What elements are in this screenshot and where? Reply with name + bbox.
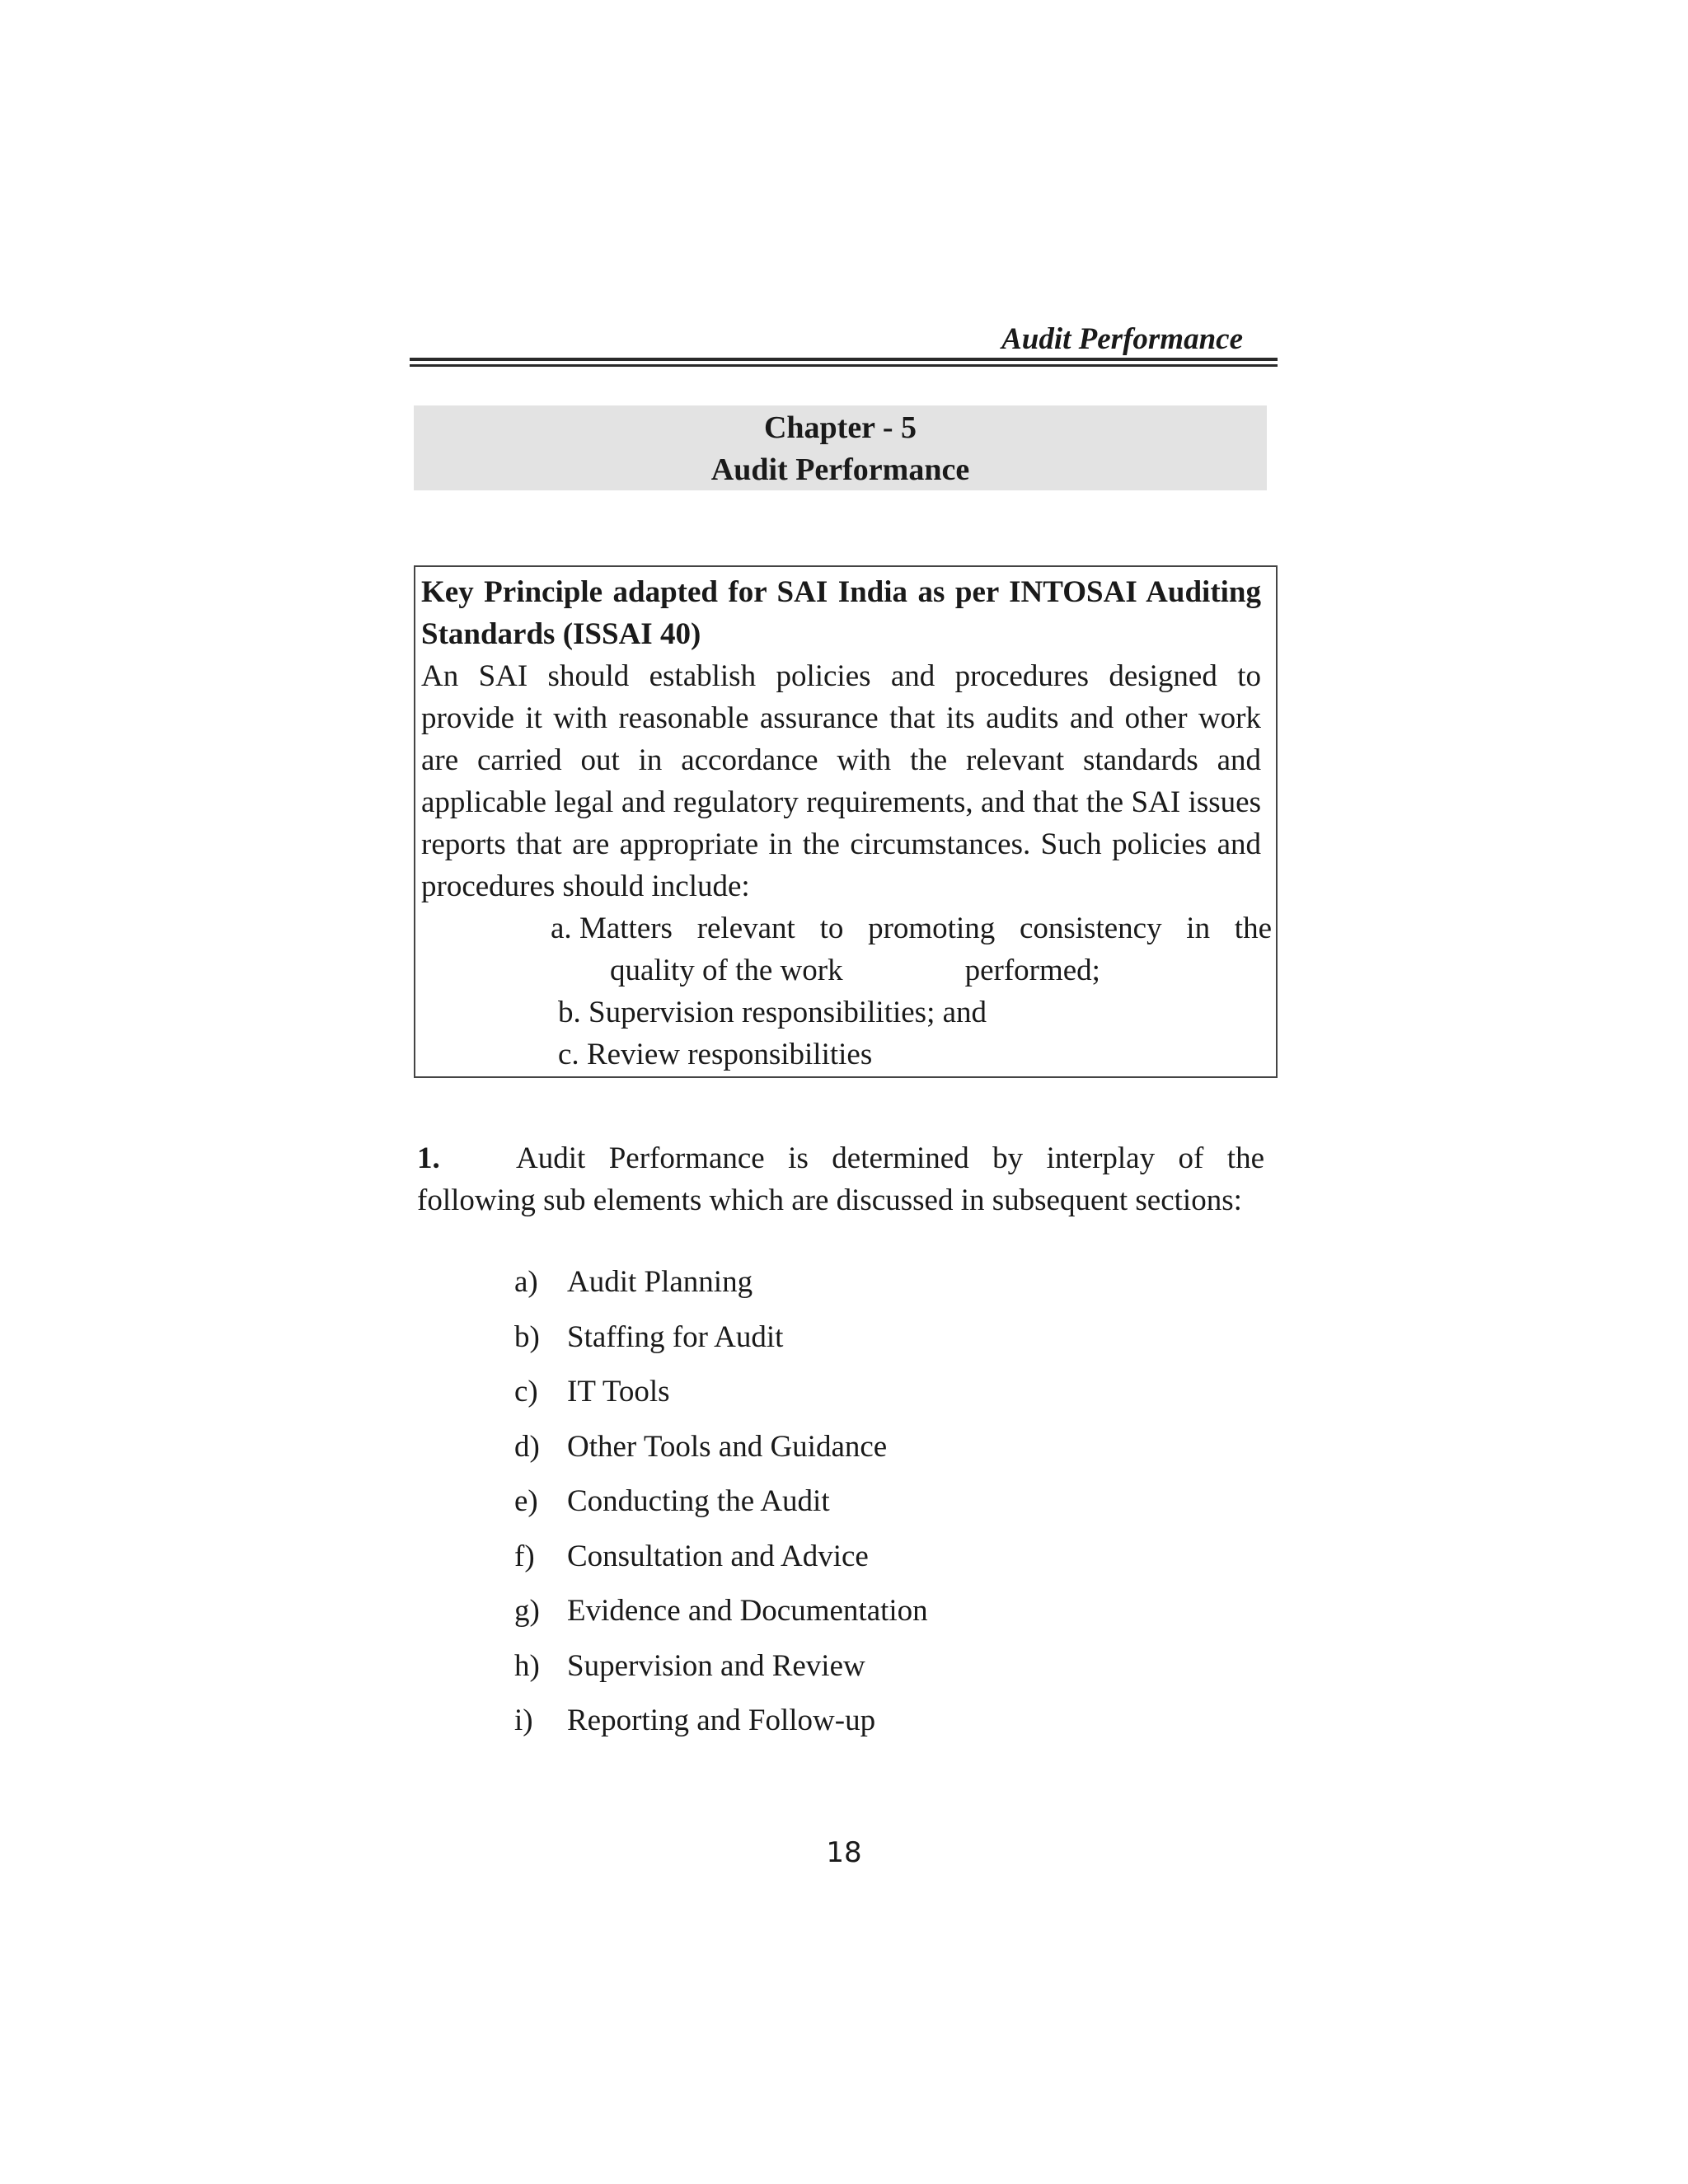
list-item [514,1590,928,1645]
item-a-line-1 [551,907,1272,949]
key-principle-title: Key Principle adapted for SAI India as per INTOSAI Auditing Standards (ISSAI 40) [421,575,1261,651]
list-text: Reporting and Follow-up [567,1704,876,1737]
key-principle-item-b [421,991,1261,1033]
item-word: in [1186,912,1211,945]
header-rule [410,358,1278,367]
item-label: c. [558,1038,579,1071]
list-text: Evidence and Documentation [567,1594,928,1628]
paragraph-number: 1. [417,1141,440,1175]
item-text: Supervision responsibilities; and [588,996,987,1029]
chapter-title: Audit Performance [710,452,970,487]
list-letter: e) [514,1484,538,1518]
list-letter: f) [514,1539,535,1573]
item-word: consistency [1019,912,1162,945]
list-text: Audit Planning [567,1265,753,1299]
list-letter: h) [514,1648,540,1683]
list-letter: b) [514,1319,540,1354]
chapter-heading-box [414,405,1267,490]
list-letter: g) [514,1594,540,1628]
list-letter: i) [514,1704,533,1737]
list-text: Staffing for Audit [567,1319,784,1354]
list-item [514,1261,928,1316]
item-text: quality of the work [610,954,843,987]
item-label: a. [551,912,572,945]
item-word: the [1234,912,1272,945]
list-item [514,1316,928,1371]
list-text: IT Tools [567,1375,670,1408]
list-item [514,1371,928,1426]
list-letter: d) [514,1429,540,1464]
item-word: relevant [696,912,795,945]
item-a-line-2 [551,949,1261,991]
list-item [514,1645,928,1700]
item-word: Matters [579,912,673,945]
list-item [514,1699,928,1755]
chapter-number: Chapter - 5 [763,410,917,445]
list-letter: c) [514,1375,538,1408]
key-principle-text: An SAI should establish policies and procedures designed to provide it with reasonable assurance that its audits and other work are carried out in accordance with the relevant standards and applicable legal and regulatory requirements, and that the SAI issues reports that are appropriate in the circumstances. Such policies and procedures should include: [421,659,1261,903]
paragraph-text: Audit Performance is determined by interplay of the following sub elements which are discussed in subsequent sections: [417,1141,1264,1217]
item-text: Review responsibilities [586,1038,873,1071]
sub-elements-list [514,1261,928,1755]
list-text: Conducting the Audit [567,1484,830,1518]
paragraph-1 [417,1137,1264,1221]
list-item [514,1426,928,1481]
key-principle-item-c [421,1033,1261,1076]
list-text: Consultation and Advice [567,1539,869,1573]
item-word: to [819,912,844,945]
key-principle-box [414,565,1278,1078]
item-label: b. [558,996,581,1029]
item-word: promoting [868,912,996,945]
item-text: performed; [964,954,1100,987]
list-letter: a) [514,1265,538,1299]
page-number: 18 [826,1836,862,1869]
list-text: Other Tools and Guidance [567,1429,888,1464]
list-item [514,1535,928,1591]
running-header: Audit Performance [1001,322,1243,356]
list-text: Supervision and Review [567,1648,865,1683]
item-a-label-word [551,907,673,949]
list-item [514,1480,928,1535]
key-principle-item-a [421,907,1272,991]
